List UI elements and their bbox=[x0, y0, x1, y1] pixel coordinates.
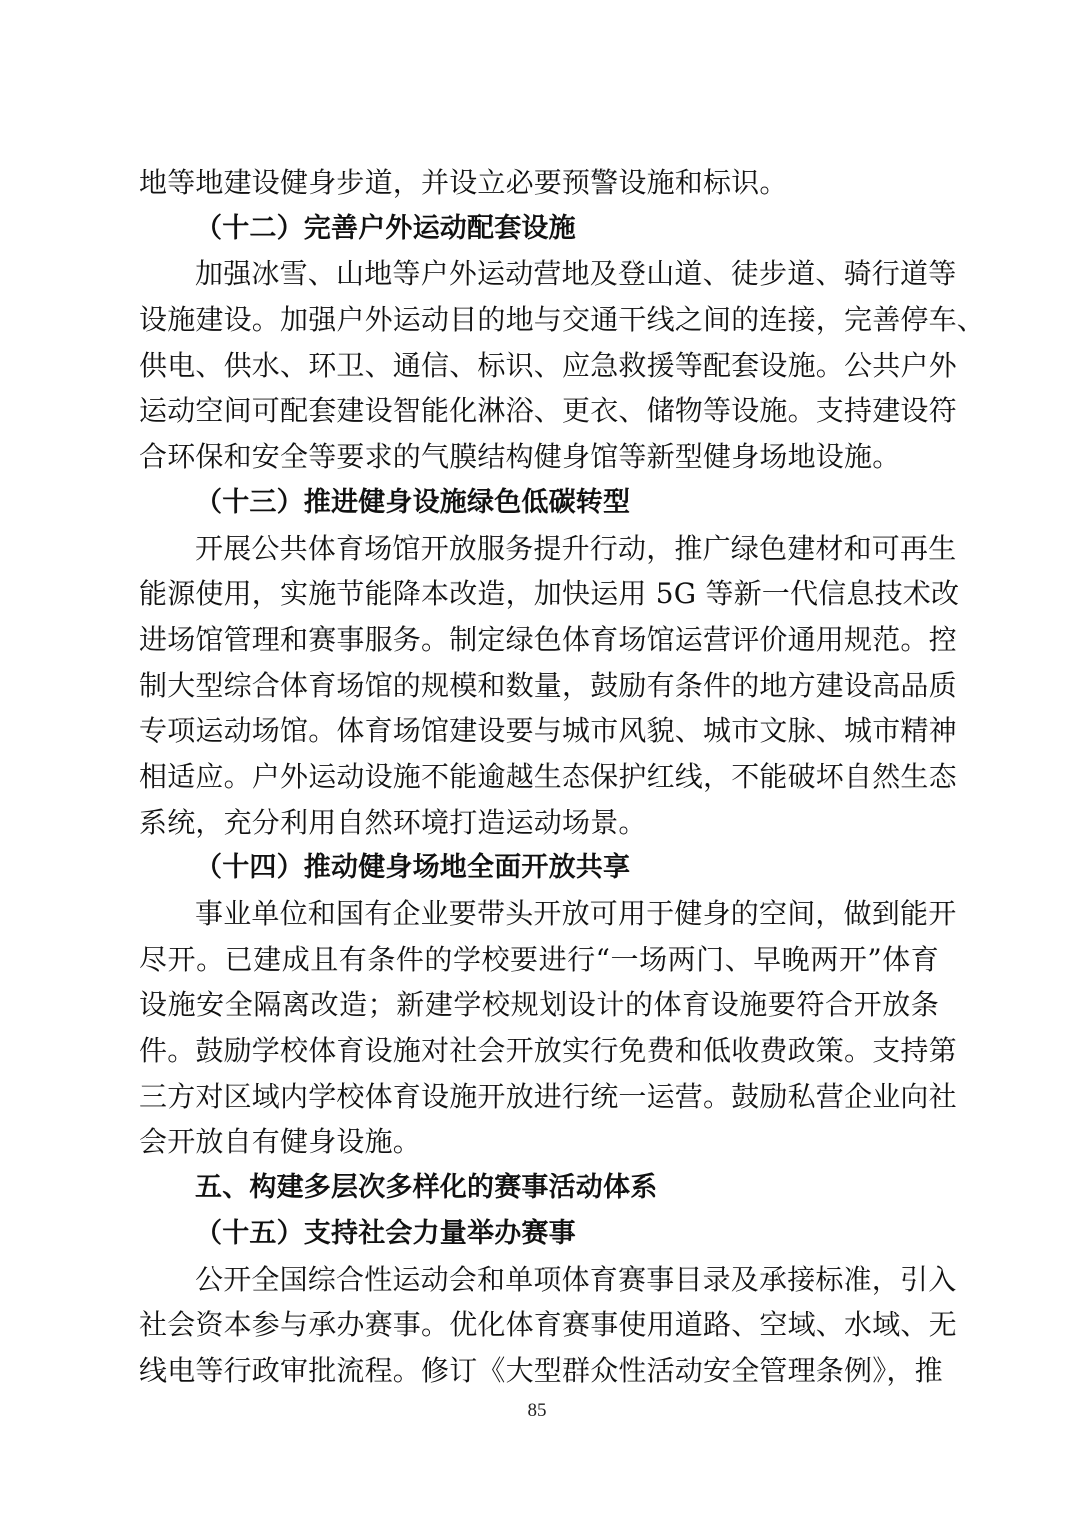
paragraph-line: 尽开。已建成且有条件的学校要进行“一场两门、早晚两开”体育 bbox=[139, 942, 939, 976]
paragraph-line: 设施建设。加强户外运动目的地与交通干线之间的连接，完善停车、 bbox=[139, 303, 986, 337]
paragraph-line: 设施安全隔离改造；新建学校规划设计的体育设施要符合开放条 bbox=[139, 988, 939, 1022]
section-heading bbox=[139, 845, 939, 891]
paragraph bbox=[139, 251, 986, 479]
section-heading bbox=[139, 206, 939, 252]
heading-text: （十三）推进健身设施绿色低碳转型 bbox=[195, 486, 631, 518]
paragraph bbox=[139, 1257, 957, 1394]
heading-text: （十二）完善户外运动配套设施 bbox=[195, 212, 576, 244]
paragraph-line: 社会资本参与承办赛事。优化体育赛事使用道路、空域、水域、无 bbox=[139, 1308, 957, 1342]
paragraph bbox=[139, 526, 960, 846]
paragraph-line: 供电、供水、环卫、通信、标识、应急救援等配套设施。公共户外 bbox=[139, 348, 957, 382]
paragraph-line: 进场馆管理和赛事服务。制定绿色体育场馆运营评价通用规范。控 bbox=[139, 622, 957, 656]
paragraph-line: 开展公共体育场馆开放服务提升行动，推广绿色建材和可再生 bbox=[195, 531, 957, 565]
paragraph-line: 加强冰雪、山地等户外运动营地及登山道、徒步道、骑行道等 bbox=[195, 257, 957, 291]
section-heading bbox=[139, 1211, 939, 1257]
paragraph-line: 线电等行政审批流程。修订《大型群众性活动安全管理条例》，推 bbox=[139, 1353, 943, 1387]
paragraph-line: 公开全国综合性运动会和单项体育赛事目录及承接标准，引入 bbox=[195, 1262, 957, 1296]
heading-text: （十五）支持社会力量举办赛事 bbox=[195, 1217, 576, 1249]
paragraph-line: 会开放自有健身设施。 bbox=[139, 1125, 422, 1159]
document-body bbox=[139, 160, 986, 1394]
paragraph-line: 件。鼓励学校体育设施对社会开放实行免费和低收费政策。支持第 bbox=[139, 1034, 957, 1068]
paragraph-line: 地等地建设健身步道，并设立必要预警设施和标识。 bbox=[139, 166, 788, 199]
heading-text: （十四）推动健身场地全面开放共享 bbox=[195, 852, 631, 884]
paragraph-line: 专项运动场馆。体育场馆建设要与城市风貌、城市文脉、城市精神 bbox=[139, 714, 957, 748]
paragraph-line: 相适应。户外运动设施不能逾越生态保护红线，不能破坏自然生态 bbox=[139, 759, 957, 793]
paragraph-line: 运动空间可配套建设智能化淋浴、更衣、储物等设施。支持建设符 bbox=[139, 394, 957, 428]
paragraph bbox=[139, 160, 939, 206]
paragraph-line: 能源使用，实施节能降本改造，加快运用 5G 等新一代信息技术改 bbox=[139, 577, 960, 611]
paragraph bbox=[139, 891, 957, 1165]
heading-text: 五、构建多层次多样化的赛事活动体系 bbox=[195, 1172, 658, 1204]
paragraph-line: 合环保和安全等要求的气膜结构健身馆等新型健身场地设施。 bbox=[139, 440, 901, 474]
section-heading bbox=[139, 1165, 939, 1211]
page-number: 85 bbox=[527, 1400, 547, 1421]
paragraph-line: 事业单位和国有企业要带头开放可用于健身的空间，做到能开 bbox=[195, 897, 957, 930]
paragraph-line: 系统，充分利用自然环境打造运动场景。 bbox=[139, 805, 647, 839]
section-heading bbox=[139, 480, 939, 526]
paragraph-line: 制大型综合体育场馆的规模和数量，鼓励有条件的地方建设高品质 bbox=[139, 668, 957, 702]
paragraph-line: 三方对区域内学校体育设施开放进行统一运营。鼓励私营企业向社 bbox=[139, 1079, 957, 1113]
